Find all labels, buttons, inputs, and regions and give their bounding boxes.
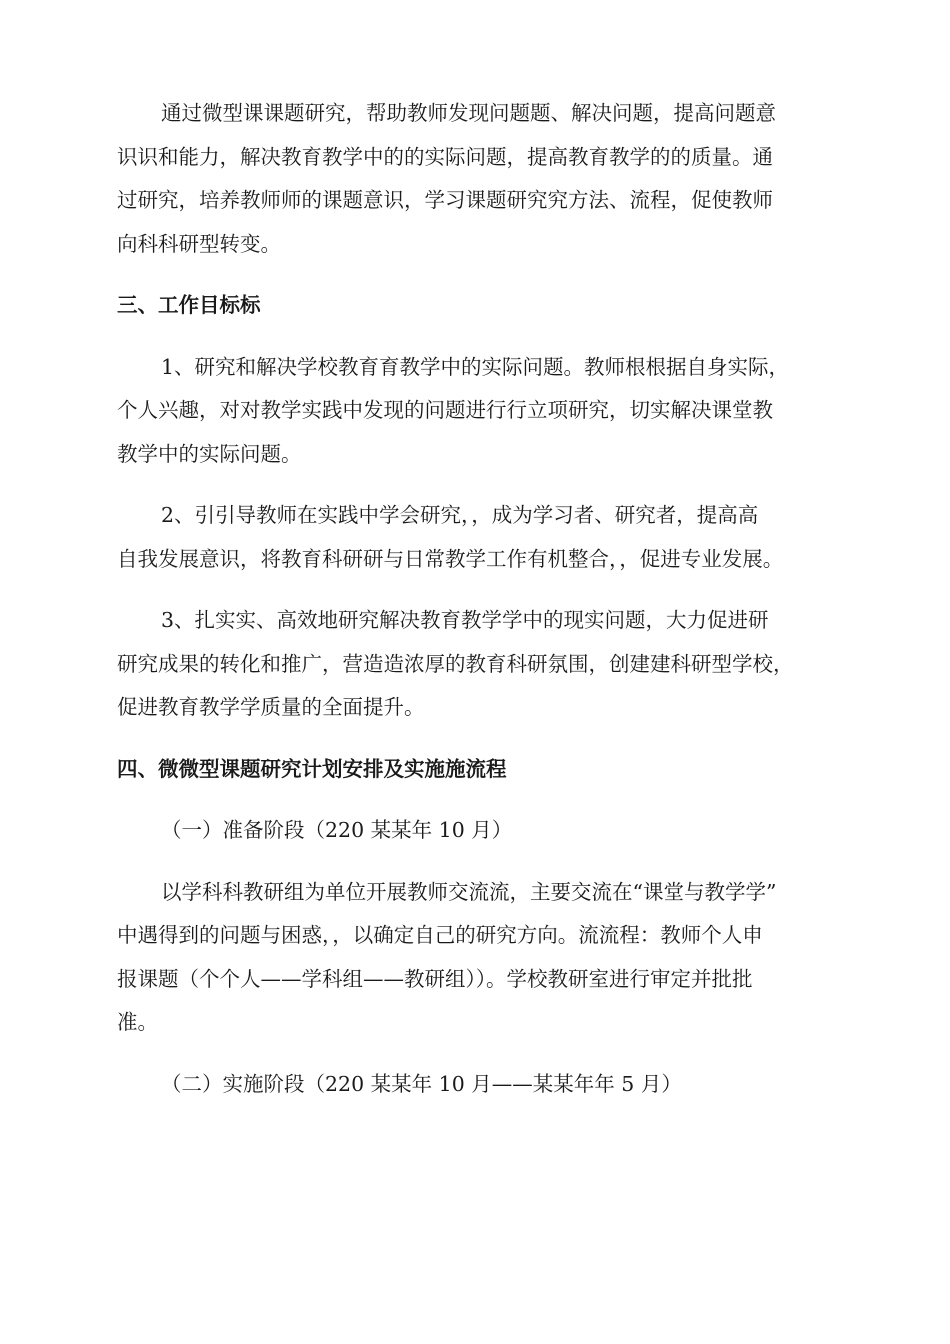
paragraph-goal-2 — [117, 494, 847, 581]
document-page — [117, 92, 847, 1124]
text-line: 中遇得到的问题与困惑，，以确定自己的研究方向。流流程：教师个人申 — [117, 923, 763, 947]
paragraph-preparation — [117, 871, 847, 1045]
text-line: 通过微型课课题研究，帮助教师发现问题题、解决问题，提高问题意 — [161, 101, 776, 125]
text-line: 研究成果的转化和推广，营造造浓厚的教育科研氛围，创建建科研型学校， — [117, 651, 794, 676]
text-line: 促进教育教学学质量的全面提升。 — [117, 695, 425, 719]
section-heading-plan: 四、微微型课题研究计划安排及实施施流程 — [117, 756, 507, 781]
text-line: 过研究，培养教师师的课题意识，学习课题研究究方法、流程，促使教师 — [117, 188, 773, 212]
text-line: 3、扎实实、高效地研究解决教育教学学中的现实问题，大力促进研 — [161, 608, 769, 632]
text-line: 向科科研型转变。 — [117, 231, 281, 256]
paragraph-goal-3 — [117, 599, 847, 730]
text-line: 准。 — [117, 1010, 158, 1034]
text-line: 识识和能力，解决教育教学中的的实际问题，提高教育教学的的质量。通 — [117, 144, 773, 169]
text-line: 自我发展意识，将教育科研研与日常教学工作有机整合，，促进专业发展。 — [117, 546, 784, 571]
paragraph-purpose — [117, 92, 847, 266]
text-line: 报课题（个个人——学科组——教研组））。学校教研室进行审定并批批 — [117, 966, 753, 991]
section-heading-goals: 三、工作目标标 — [117, 293, 261, 317]
text-line: 教学中的实际问题。 — [117, 441, 302, 466]
text-line: 以学科科教研组为单位开展教师交流流，主要交流在“课堂与教学学” — [161, 879, 777, 904]
text-line: 1、研究和解决学校教育育教学中的实际问题。教师根根据自身实际， — [161, 354, 790, 379]
subheading-preparation-stage: （一）准备阶段（220 某某年 10 月） — [161, 818, 513, 842]
paragraph-goal-1 — [117, 346, 847, 477]
text-line: 2、引引导教师在实践中学会研究，，成为学习者、研究者，提高高 — [161, 503, 759, 527]
text-line: 个人兴趣，对对教学实践中发现的问题进行行立项研究，切实解决课堂教 — [117, 398, 773, 422]
subheading-implementation-stage: （二）实施阶段（220 某某年 10 月——某某年年 5 月） — [161, 1071, 682, 1096]
